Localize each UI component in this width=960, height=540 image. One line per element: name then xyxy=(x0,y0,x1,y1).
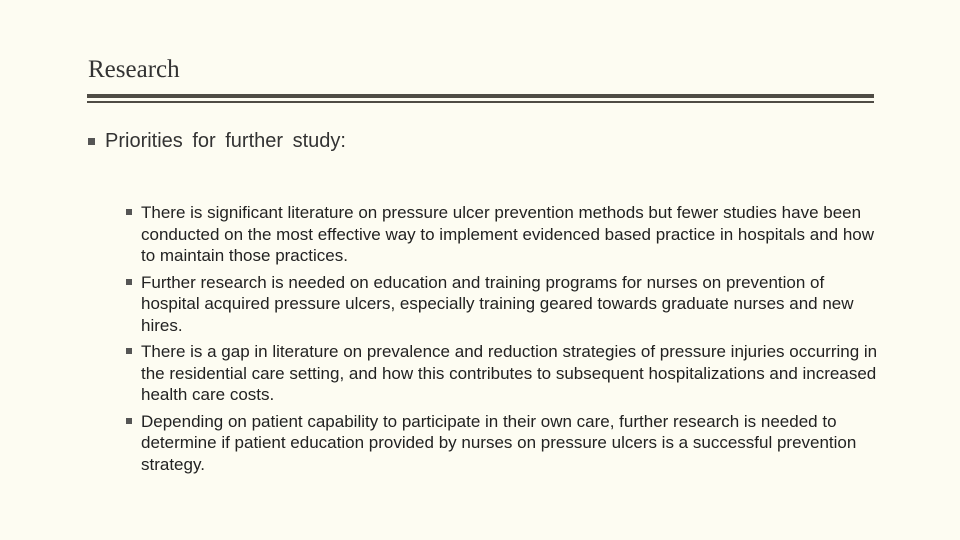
slide-title: Research xyxy=(88,56,180,83)
sub-bullet-list xyxy=(125,202,885,475)
sub-bullet-item xyxy=(125,272,885,337)
square-bullet-icon xyxy=(126,209,132,215)
sub-bullet-text: Further research is needed on education and training programs for nurses on prevention of hospital acquired pressure ulcers, especially training geared towards graduate nurses and new hires. xyxy=(141,272,854,335)
square-bullet-icon xyxy=(88,138,95,145)
sub-bullet-text: There is significant literature on pressure ulcer prevention methods but fewer studies have been conducted on the most effective way to implement evidenced based practice in hospitals and how to maintain those practices. xyxy=(141,203,875,265)
level1-bullet xyxy=(88,130,346,153)
sub-bullet-item xyxy=(125,341,885,406)
square-bullet-icon xyxy=(126,348,132,354)
sub-bullet-text: Depending on patient capability to participate in their own care, further research is needed to determine if patient education provided by nurses on pressure ulcers is a successful prevention strategy. xyxy=(141,411,857,474)
sub-bullet-item xyxy=(125,202,885,267)
title-underline-thin xyxy=(87,101,874,103)
square-bullet-icon xyxy=(126,418,132,424)
sub-bullet-text: There is a gap in literature on prevalence and reduction strategies of pressure injuries occurring in the residential care setting, and how this contributes to subsequent hospitalizations and increased health care costs. xyxy=(141,342,878,404)
title-underline-thick xyxy=(87,94,874,98)
square-bullet-icon xyxy=(126,279,132,285)
sub-bullet-item xyxy=(125,411,885,476)
level1-bullet-text: Priorities for further study: xyxy=(105,130,346,152)
